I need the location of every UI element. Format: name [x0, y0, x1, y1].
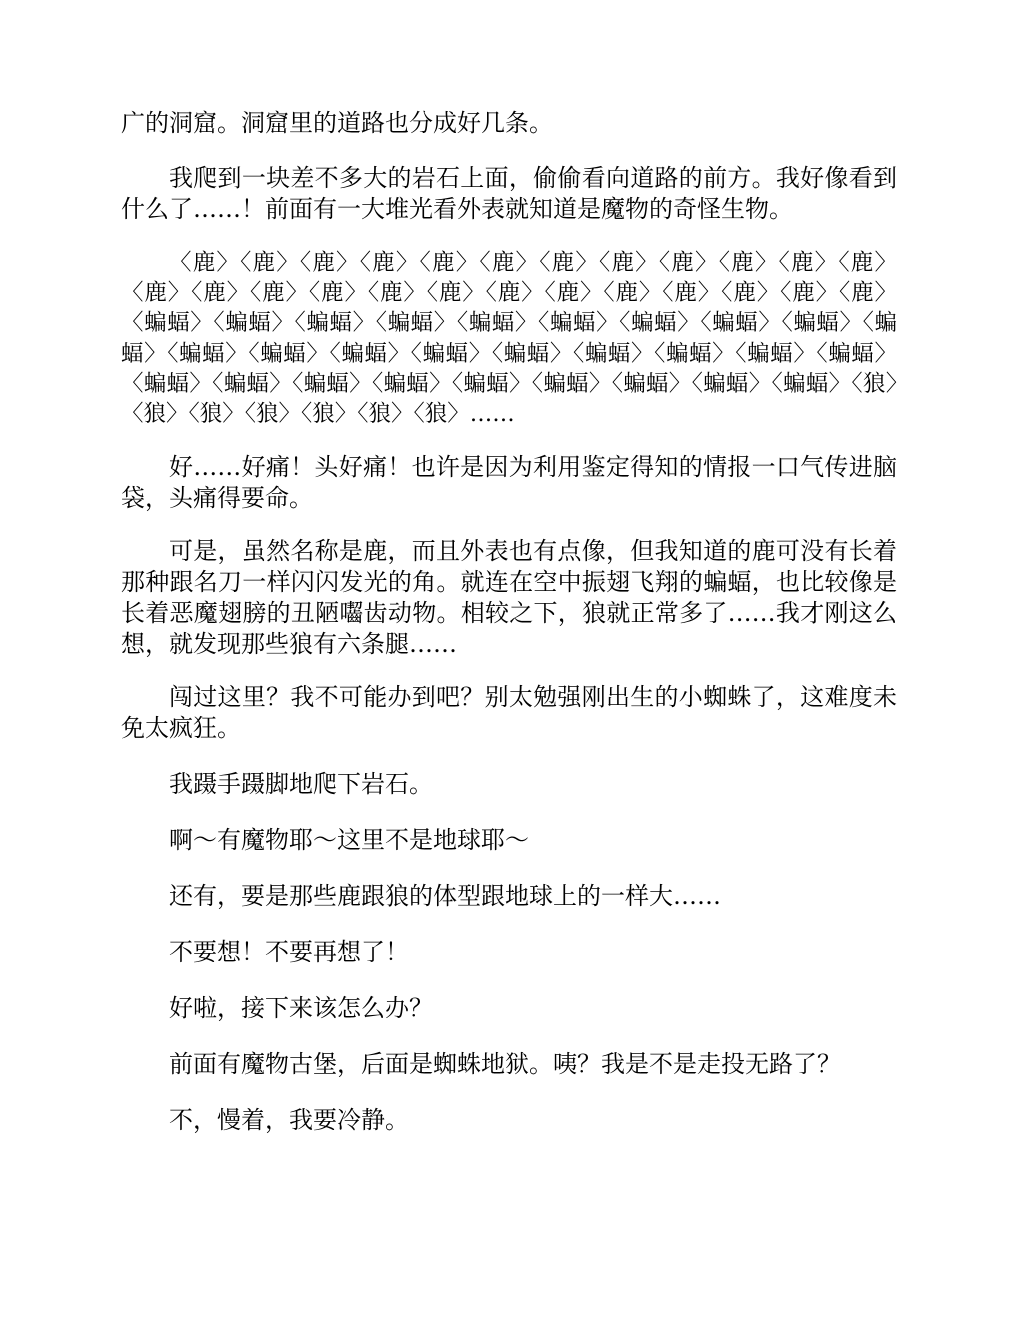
paragraph: 啊～有魔物耶～这里不是地球耶～ — [169, 826, 529, 855]
paragraph: 可是，虽然名称是鹿，而且外表也有点像，但我知道的鹿可没有长着那种跟名刀一样闪闪发光的角。就连在空中振翅飞翔的蝙蝠，也比较像是长着恶魔翅膀的丑陋囓齿动物。相较之下，狼就正常多了……我才刚这么想，就发现那些狼有六条腿…… — [121, 537, 897, 659]
paragraph: 广的洞窟。洞窟里的道路也分成好几条。 — [121, 109, 553, 137]
paragraph: 我爬到一块差不多大的岩石上面，偷偷看向道路的前方。我好像看到什么了……！前面有一大堆光看外表就知道是魔物的奇怪生物。 — [121, 164, 897, 223]
paragraph: 不，慢着，我要冷静。 — [169, 1106, 409, 1135]
monster-list-paragraph: 〈鹿〉〈鹿〉〈鹿〉〈鹿〉〈鹿〉〈鹿〉〈鹿〉〈鹿〉〈鹿〉〈鹿〉〈鹿〉〈鹿〉〈鹿〉〈鹿〉〈鹿〉〈鹿〉〈鹿〉〈鹿〉〈鹿〉〈鹿〉〈鹿〉〈鹿〉〈鹿〉〈鹿〉〈鹿〉〈蝙蝠〉〈蝙蝠〉〈蝙蝠〉〈蝙蝠〉〈蝙蝠〉〈蝙蝠〉〈蝙蝠〉〈蝙蝠〉〈蝙蝠〉〈蝙蝠〉〈蝙蝠〉〈蝙蝠〉〈蝙蝠〉〈蝙蝠〉〈蝙蝠〉〈蝙蝠〉〈蝙蝠〉〈蝙蝠〉〈蝙蝠〉〈蝙蝠〉〈蝙蝠〉〈蝙蝠〉〈蝙蝠〉〈蝙蝠〉〈蝙蝠〉〈蝙蝠〉〈蝙蝠〉〈蝙蝠〉〈狼〉〈狼〉〈狼〉〈狼〉〈狼〉〈狼〉〈狼〉…… — [121, 250, 897, 428]
paragraph: 好啦，接下来该怎么办？ — [169, 994, 433, 1023]
paragraph: 还有，要是那些鹿跟狼的体型跟地球上的一样大…… — [169, 882, 721, 911]
paragraph: 我蹑手蹑脚地爬下岩石。 — [169, 770, 433, 799]
document-page — [121, 108, 897, 1136]
paragraph: 好……好痛！头好痛！也许是因为利用鉴定得知的情报一口气传进脑袋，头痛得要命。 — [121, 453, 897, 513]
paragraph: 闯过这里？我不可能办到吧？别太勉强刚出生的小蜘蛛了，这难度未免太疯狂。 — [121, 683, 897, 743]
paragraph: 不要想！不要再想了！ — [169, 938, 409, 967]
paragraph: 前面有魔物古堡，后面是蜘蛛地狱。咦？我是不是走投无路了？ — [169, 1050, 841, 1079]
